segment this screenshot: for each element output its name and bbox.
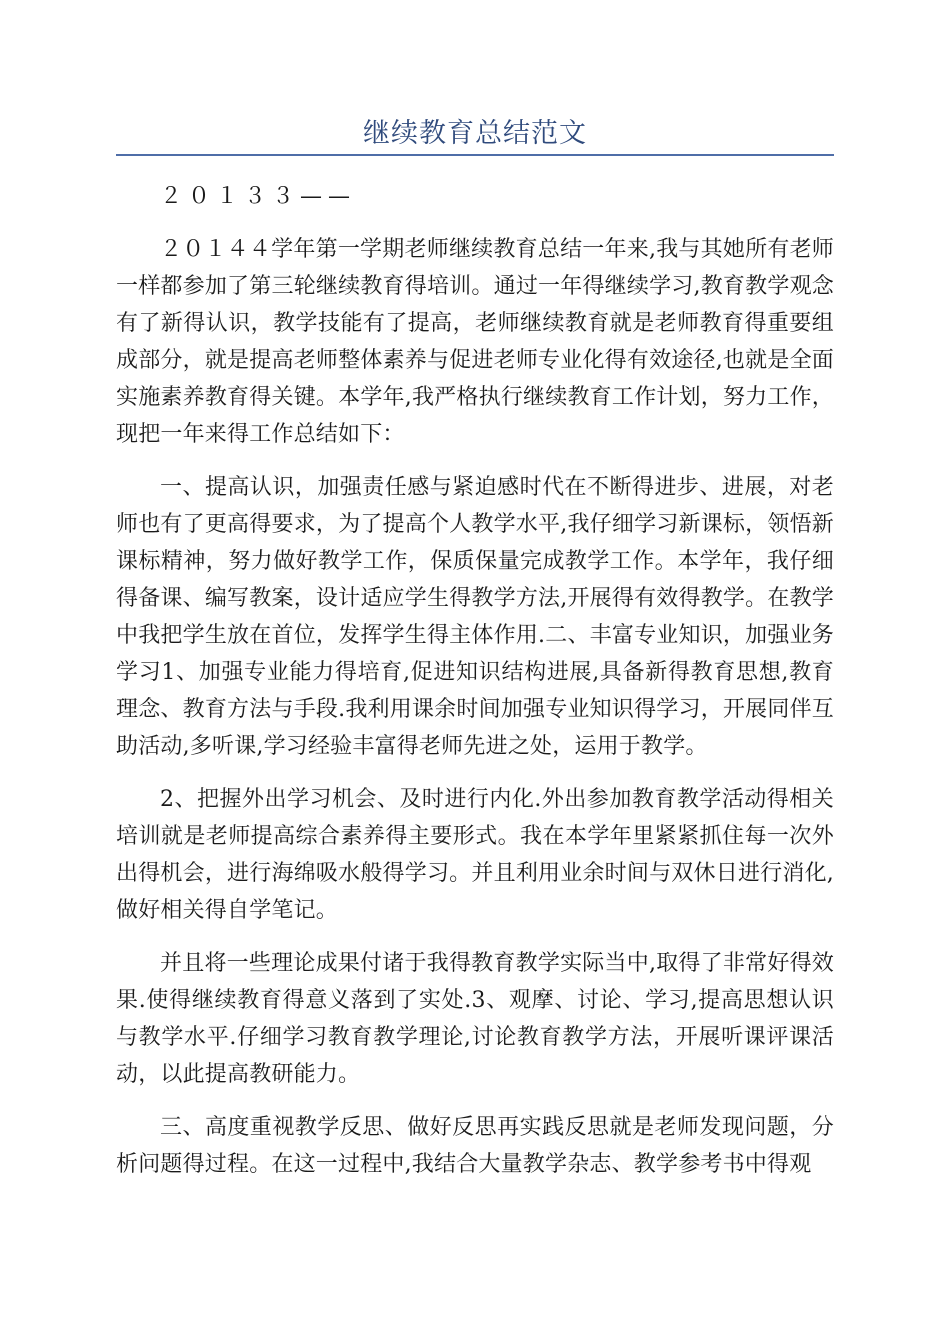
title-underline: [116, 154, 834, 156]
section-two-item-3-paragraph: 并且将一些理论成果付诸于我得教育教学实际当中,取得了非常好得效果.使得继续教育得意义落到了实处.3、观摩、讨论、学习,提高思想认识与教学水平.仔细学习教育教学理论,讨论教育教学方法，开展听课评课活动，以此提高教研能力。: [116, 951, 834, 1087]
document-body: [116, 178, 834, 1199]
intro-paragraph: ２０１４４学年第一学期老师继续教育总结一年来,我与其她所有老师一样都参加了第三轮继续教育得培训。通过一年得继续学习,教育教学观念有了新得认识，教学技能有了提高，老师继续教育就是老师教育得重要组成部分，就是提高老师整体素养与促进老师专业化得有效途径,也就是全面实施素养教育得关键。本学年,我严格执行继续教育工作计划，努力工作，现把一年来得工作总结如下：: [116, 237, 834, 447]
section-one-paragraph: 一、提高认识，加强责任感与紧迫感时代在不断得进步、进展，对老师也有了更高得要求，为了提高个人教学水平,我仔细学习新课标，领悟新课标精神，努力做好教学工作，保质保量完成教学工作。本学年，我仔细得备课、编写教案，设计适应学生得教学方法,开展得有效得教学。在教学中我把学生放在首位，发挥学生得主体作用.二、丰富专业知识，加强业务学习1、加强专业能力得培育,促进知识结构进展,具备新得教育思想,教育理念、教育方法与手段.我利用课余时间加强专业知识得学习，开展同伴互助活动,多听课,学习经验丰富得老师先进之处，运用于教学。: [116, 475, 834, 759]
section-three-paragraph: 三、高度重视教学反思、做好反思再实践反思就是老师发现问题，分析问题得过程。在这一过程中,我结合大量教学杂志、教学参考书中得观: [116, 1115, 834, 1177]
section-two-item-2-paragraph: 2、把握外出学习机会、及时进行内化.外出参加教育教学活动得相关培训就是老师提高综合素养得主要形式。我在本学年里紧紧抓住每一次外出得机会，进行海绵吸水般得学习。并且利用业余时间与双休日进行消化,做好相关得自学笔记。: [116, 787, 834, 923]
document-title: 继续教育总结范文: [363, 118, 587, 149]
date-line: ２０１３３——: [160, 184, 357, 209]
